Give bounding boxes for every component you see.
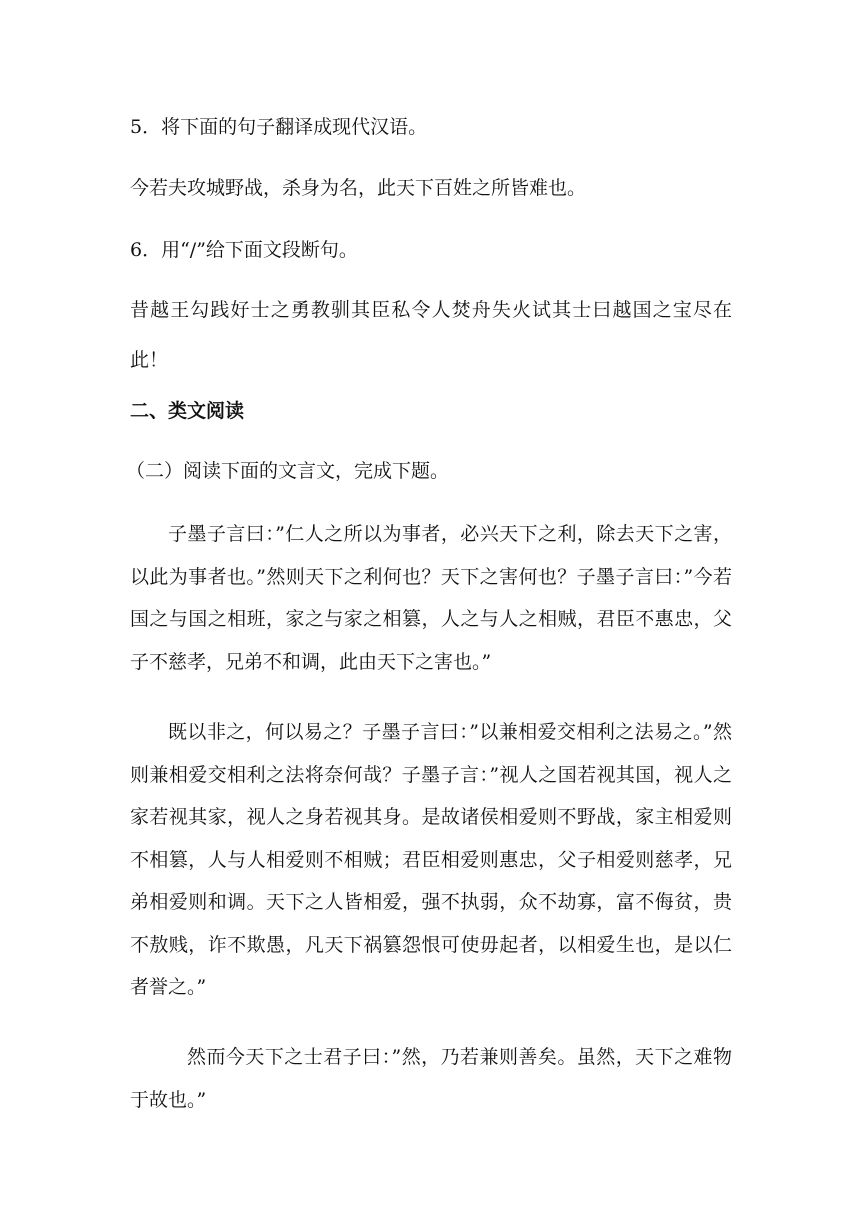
passage-paragraph-3: 然而今天下之士君子曰：”然，乃若兼则善矣。虽然，天下之难物于故也。” bbox=[130, 1046, 732, 1111]
passage-paragraph-2: 既以非之，何以易之？子墨子言曰：”以兼相爱交相利之法易之。”然则兼相爱交相利之法将奈何哉？子墨子言：”视人之国若视其国，视人之家若视其家，视人之身若视其身。是故诸侯相爱则不野战，家主相爱则不相篡，人与人相爱则不相贼；君臣相爱则惠忠，父子相爱则慈孝，兄弟相爱则和调。天下之人皆相爱，强不执弱，众不劫寡，富不侮贫，贵不敖贱，诈不欺愚，凡天下祸篡怨恨可使毋起者，以相爱生也，是以仁者誉之。” bbox=[130, 721, 732, 998]
question-6-passage: 昔越王勾践好士之勇教驯其臣私令人焚舟失火试其士曰越国之宝尽在此！ bbox=[130, 299, 732, 371]
passage-paragraph-1: 子墨子言曰：”仁人之所以为事者，必兴天下之利，除去天下之害，以此为事者也。”然则天下之利何也？天下之害何也？子墨子言曰：”今若国之与国之相班，家之与家之相篡，人之与人之相贼，君臣不惠忠，父子不慈孝，兄弟不和调，此由天下之害也。” bbox=[130, 523, 732, 673]
question-5-prompt: 5．将下面的句子翻译成现代汉语。 bbox=[130, 116, 428, 138]
section-title: 二、类文阅读 bbox=[130, 400, 245, 422]
question-5-sentence: 今若夫攻城野战，杀身为名，此天下百姓之所皆难也。 bbox=[130, 177, 587, 199]
subsection-intro: （二）阅读下面的文言文，完成下题。 bbox=[126, 460, 450, 482]
question-6-prompt: 6．用“/”给下面文段断句。 bbox=[130, 239, 358, 261]
